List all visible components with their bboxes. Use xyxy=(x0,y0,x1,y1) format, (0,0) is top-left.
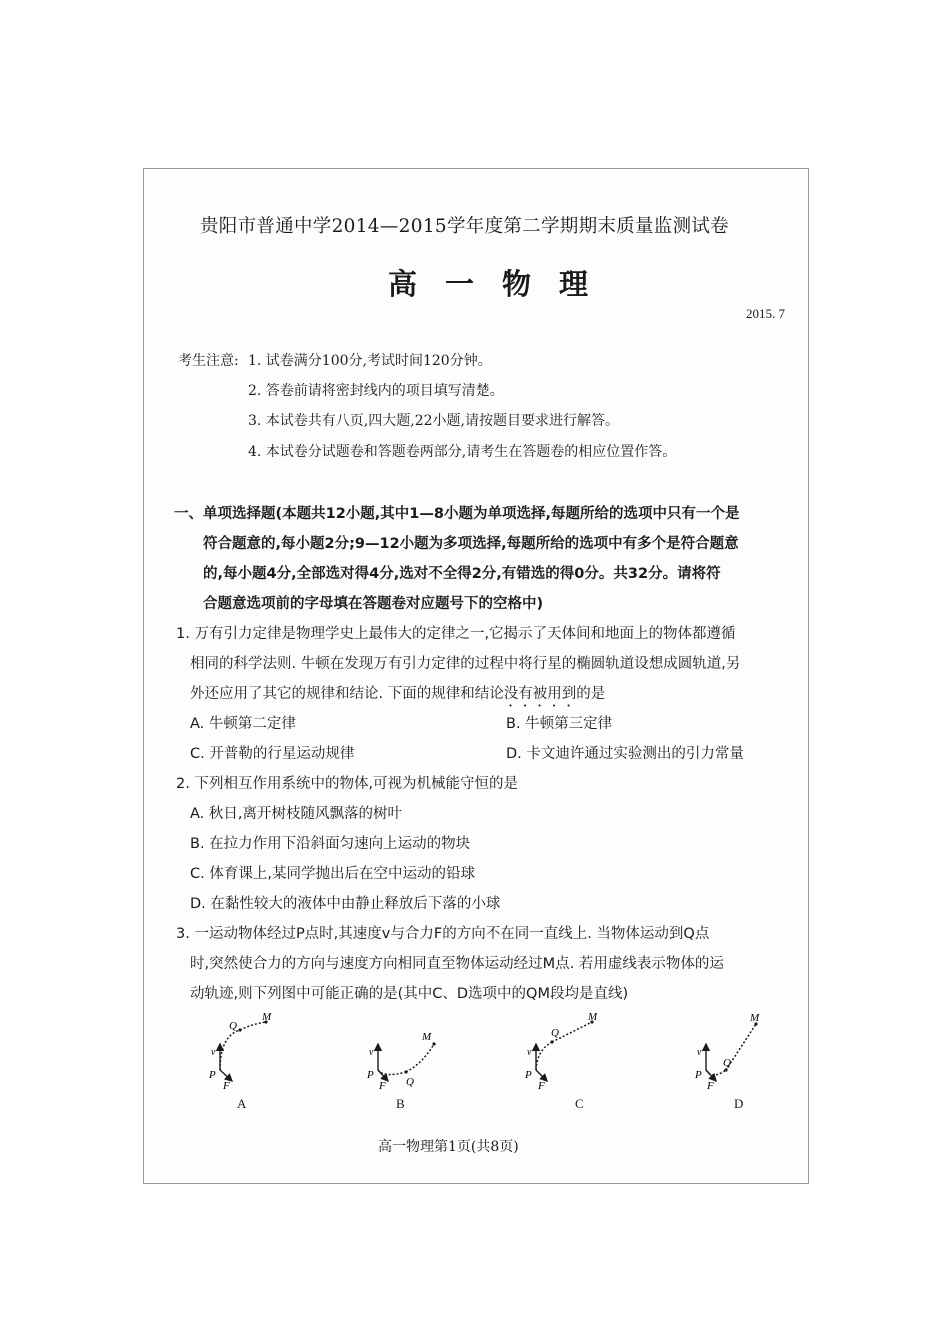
notice-item: 2. 答卷前请将密封线内的项目填写清楚。 xyxy=(248,383,504,399)
question-3-stem: 动轨迹,则下列图中可能正确的是(其中C、D选项中的QM段均是直线) xyxy=(190,986,629,1002)
point-p-label: P xyxy=(695,1069,702,1081)
force-label: F xyxy=(223,1080,230,1092)
subject-title: 高一物理 xyxy=(388,267,617,301)
notice-item: 3. 本试卷共有八页,四大题,22小题,请按题目要求进行解答。 xyxy=(248,413,619,429)
point-q-label: Q xyxy=(406,1076,414,1088)
notice-item: 4. 本试卷分试题卷和答题卷两部分,请考生在答题卷的相应位置作答。 xyxy=(248,444,677,460)
question-1-option-a: A. 牛顿第二定律 xyxy=(190,716,296,732)
point-p-label: P xyxy=(367,1069,374,1081)
trajectory-figure-d xyxy=(686,1010,786,1096)
velocity-label: v xyxy=(527,1047,532,1058)
trajectory-figure-c xyxy=(516,1010,616,1096)
question-2-option-a: A. 秋日,离开树枝随风飘落的树叶 xyxy=(190,806,402,822)
question-text: 外还应用了其它的规律和结论. 下面的规律和结论 xyxy=(190,686,504,702)
question-1-option-d: D. 卡文迪许通过实验测出的引力常量 xyxy=(506,746,744,762)
page-footer: 高一物理第1页(共8页) xyxy=(378,1139,519,1155)
point-q-label: Q xyxy=(723,1057,731,1069)
question-3-stem: 时,突然使合力的方向与速度方向相同直至物体运动经过M点. 若用虚线表示物体的运 xyxy=(190,956,724,972)
question-2-option-c: C. 体育课上,某同学抛出后在空中运动的铅球 xyxy=(190,866,475,882)
figure-label-d: D xyxy=(734,1096,744,1111)
point-m-label: M xyxy=(750,1012,760,1024)
question-3-stem: 3. 一运动物体经过P点时,其速度v与合力F的方向不在同一直线上. 当物体运动到Q点 xyxy=(176,926,710,942)
question-1-stem: 相同的科学法则. 牛顿在发现万有引力定律的过程中将行星的椭圆轨道设想成圆轨道,另 xyxy=(190,656,741,672)
force-label: F xyxy=(707,1080,714,1092)
question-1-option-b: B. 牛顿第三定律 xyxy=(506,716,613,732)
emphasized-text: 没有被用到 xyxy=(503,686,577,702)
section-instructions: 符合题意的,每小题2分;9—12小题为多项选择,每题所给的选项中有多个是符合题意 xyxy=(203,536,739,552)
notice-label: 考生注意: xyxy=(178,353,239,369)
question-1-option-c: C. 开普勒的行星运动规律 xyxy=(190,746,355,762)
exam-date: 2015. 7 xyxy=(746,306,785,321)
figure-label-c: C xyxy=(575,1096,584,1111)
point-m-label: M xyxy=(588,1011,598,1023)
velocity-label: v xyxy=(211,1047,216,1058)
figure-label-a: A xyxy=(237,1096,247,1111)
question-2-option-b: B. 在拉力作用下沿斜面匀速向上运动的物块 xyxy=(190,836,471,852)
question-1-stem: 1. 万有引力定律是物理学史上最伟大的定律之一,它揭示了天体间和地面上的物体都遵循 xyxy=(176,626,736,642)
question-1-stem xyxy=(190,682,605,710)
point-p-label: P xyxy=(525,1069,532,1081)
question-2-option-d: D. 在黏性较大的液体中由静止释放后下落的小球 xyxy=(190,896,501,912)
force-label: F xyxy=(538,1080,545,1092)
question-text: 的是 xyxy=(576,686,606,702)
velocity-label: v xyxy=(697,1047,702,1058)
exam-title: 贵阳市普通中学2014—2015学年度第二学期期末质量监测试卷 xyxy=(200,216,729,237)
point-m-label: M xyxy=(422,1031,432,1043)
notice-item: 1. 试卷满分100分,考试时间120分钟。 xyxy=(248,353,492,369)
point-q-label: Q xyxy=(551,1027,559,1039)
point-p-label: P xyxy=(209,1069,216,1081)
point-q-label: Q xyxy=(229,1020,237,1032)
figure-label-b: B xyxy=(396,1096,405,1111)
force-label: F xyxy=(379,1080,386,1092)
velocity-label: v xyxy=(369,1047,374,1058)
section-instructions: 的,每小题4分,全部选对得4分,选对不全得2分,有错选的得0分。共32分。请将符 xyxy=(203,566,721,582)
trajectory-figure-a xyxy=(200,1010,290,1096)
section-heading: 一、单项选择题(本题共12小题,其中1—8小题为单项选择,每题所给的选项中只有一个是 xyxy=(174,506,740,522)
section-instructions: 合题意选项前的字母填在答题卷对应题号下的空格中) xyxy=(203,596,544,612)
trajectory-figure-b xyxy=(358,1010,448,1096)
question-2-stem: 2. 下列相互作用系统中的物体,可视为机械能守恒的是 xyxy=(176,776,519,792)
point-m-label: M xyxy=(262,1011,272,1023)
